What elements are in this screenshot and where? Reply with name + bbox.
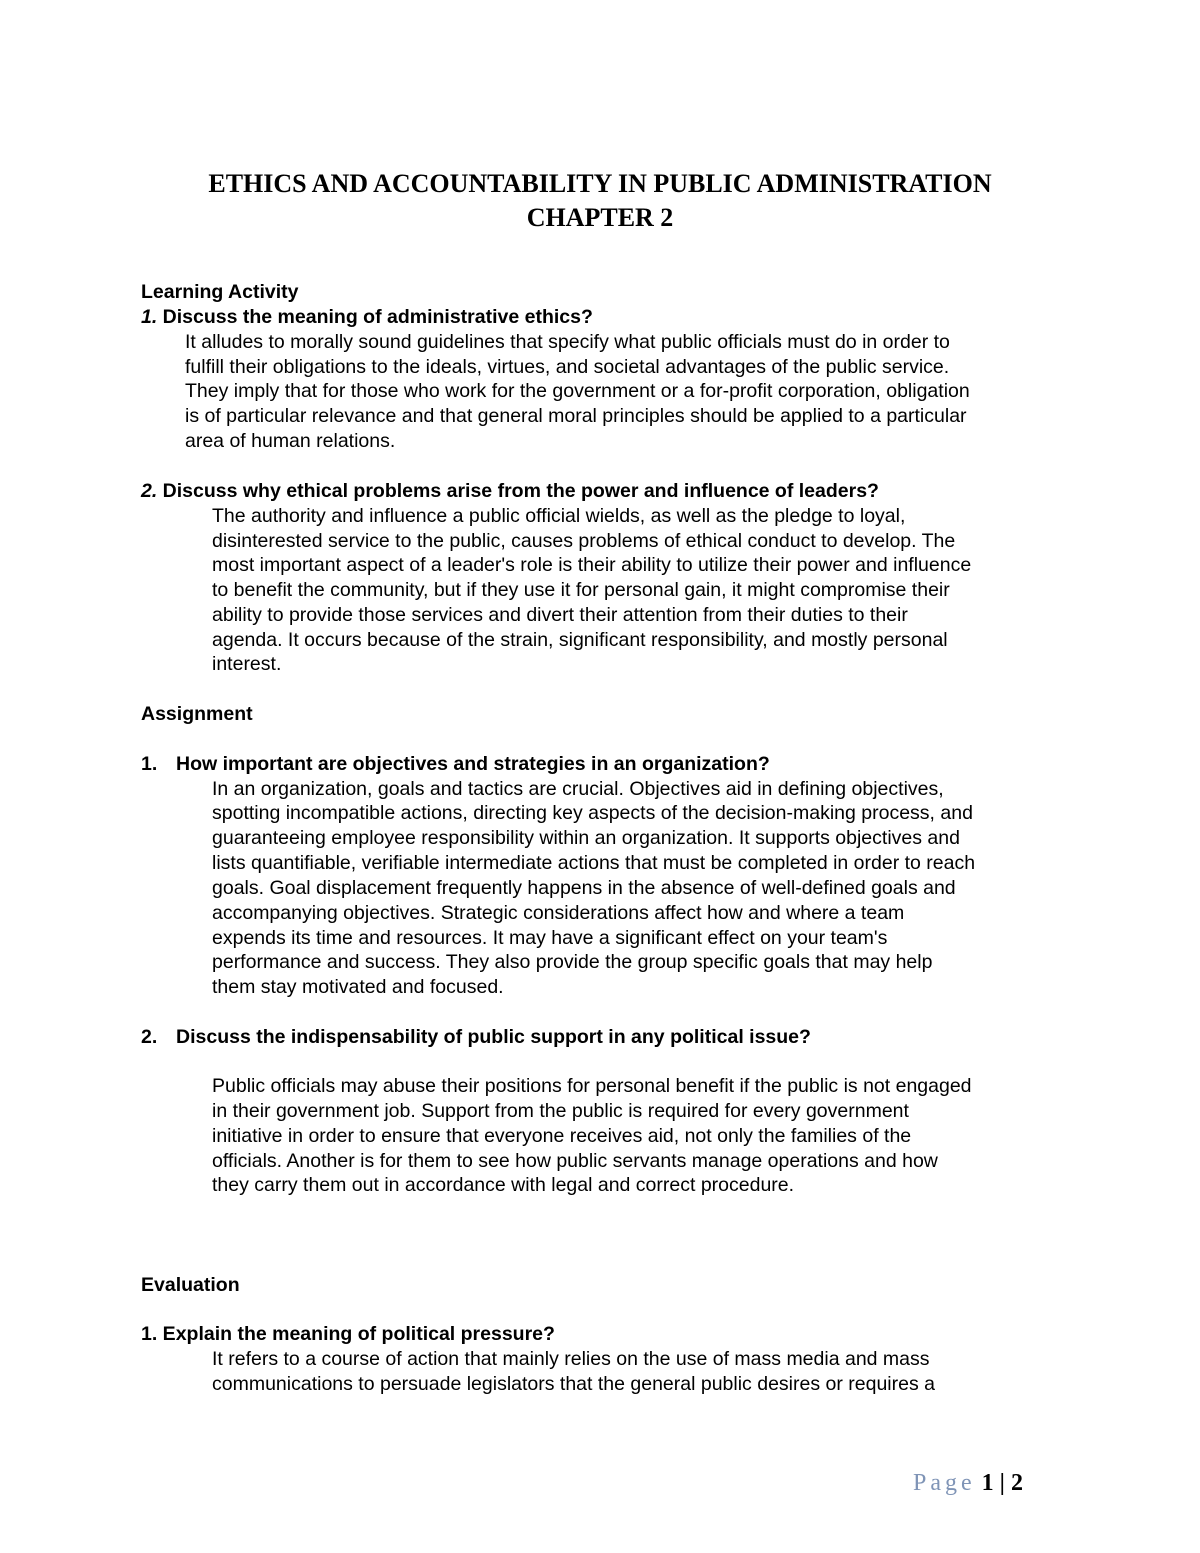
assignment-question-2: [141, 1025, 811, 1049]
question-number: 2.: [141, 1026, 158, 1048]
answer-line: expends its time and resources. It may have a significant effect on your team's: [212, 927, 888, 949]
answer-line: them stay motivated and focused.: [212, 976, 504, 998]
learning-activity-heading: Learning Activity: [141, 281, 299, 303]
answer-line: lists quantifiable, verifiable intermediate actions that must be completed in order to reach: [212, 852, 976, 874]
answer-line: goals. Goal displacement frequently happens in the absence of well-defined goals and: [212, 877, 956, 899]
answer-line: initiative in order to ensure that everyone receives aid, not only the families of the: [212, 1125, 912, 1147]
page-label: Page: [913, 1470, 976, 1496]
answer-line: in their government job. Support from the public is required for every government: [212, 1100, 909, 1122]
answer-line: performance and success. They also provide the group specific goals that may help: [212, 951, 933, 973]
answer-line: In an organization, goals and tactics are crucial. Objectives aid in defining objectives,: [212, 778, 944, 800]
answer-line: They imply that for those who work for the government or a for-profit corporation, obligation: [185, 380, 970, 402]
total-pages: 2: [1010, 1470, 1023, 1496]
chapter-heading: CHAPTER 2: [526, 203, 674, 232]
assignment-question-1: [141, 752, 770, 776]
question-number: 2.: [141, 480, 158, 502]
answer-line: agenda. It occurs because of the strain, significant responsibility, and mostly personal: [212, 629, 948, 651]
answer-line: officials. Another is for them to see how public servants manage operations and how: [212, 1150, 938, 1172]
evaluation-question-1: [141, 1322, 555, 1346]
answer-line: they carry them out in accordance with legal and correct procedure.: [212, 1174, 795, 1196]
answer-line: It refers to a course of action that mainly relies on the use of mass media and mass: [212, 1348, 930, 1370]
question-number: 1.: [141, 753, 158, 775]
answer-line: area of human relations.: [185, 430, 396, 452]
answer-line: to benefit the community, but if they use it for personal gain, it might compromise their: [212, 579, 950, 601]
answer-line: interest.: [212, 653, 282, 675]
question-text: Discuss why ethical problems arise from the power and influence of leaders?: [157, 480, 879, 502]
question-text: Discuss the indispensability of public support in any political issue?: [176, 1026, 811, 1048]
answer-line: The authority and influence a public official wields, as well as the pledge to loyal,: [212, 505, 906, 527]
page-separator: |: [999, 1470, 1005, 1496]
question-text: Explain the meaning of political pressure?: [157, 1323, 555, 1345]
question-number: 1.: [141, 1323, 158, 1345]
answer-line: is of particular relevance and that general moral principles should be applied to a particular: [185, 405, 967, 427]
question-text: How important are objectives and strategies in an organization?: [176, 753, 770, 775]
answer-line: Public officials may abuse their positions for personal benefit if the public is not engaged: [212, 1075, 972, 1097]
document-title: ETHICS AND ACCOUNTABILITY IN PUBLIC ADMINISTRATION: [208, 169, 992, 198]
answer-line: It alludes to morally sound guidelines that specify what public officials must do in order to: [185, 331, 950, 353]
answer-line: spotting incompatible actions, directing key aspects of the decision-making process, and: [212, 802, 973, 824]
learning-activity-question-1: [141, 305, 593, 329]
question-text: Discuss the meaning of administrative ethics?: [157, 306, 593, 328]
answer-line: disinterested service to the public, causes problems of ethical conduct to develop. The: [212, 530, 956, 552]
learning-activity-question-2: [141, 479, 879, 503]
page-number: 1: [981, 1470, 994, 1496]
answer-line: most important aspect of a leader's role is their ability to utilize their power and influence: [212, 554, 972, 576]
answer-line: fulfill their obligations to the ideals, virtues, and societal advantages of the public service.: [185, 356, 950, 378]
question-number: 1.: [141, 306, 158, 328]
answer-line: accompanying objectives. Strategic considerations affect how and where a team: [212, 902, 905, 924]
answer-line: communications to persuade legislators that the general public desires or requires a: [212, 1373, 935, 1395]
evaluation-heading: Evaluation: [141, 1274, 240, 1296]
assignment-heading: Assignment: [141, 703, 253, 725]
answer-line: guaranteeing employee responsibility within an organization. It supports objectives and: [212, 827, 960, 849]
page-footer: [913, 1468, 1023, 1498]
answer-line: ability to provide those services and divert their attention from their duties to their: [212, 604, 908, 626]
